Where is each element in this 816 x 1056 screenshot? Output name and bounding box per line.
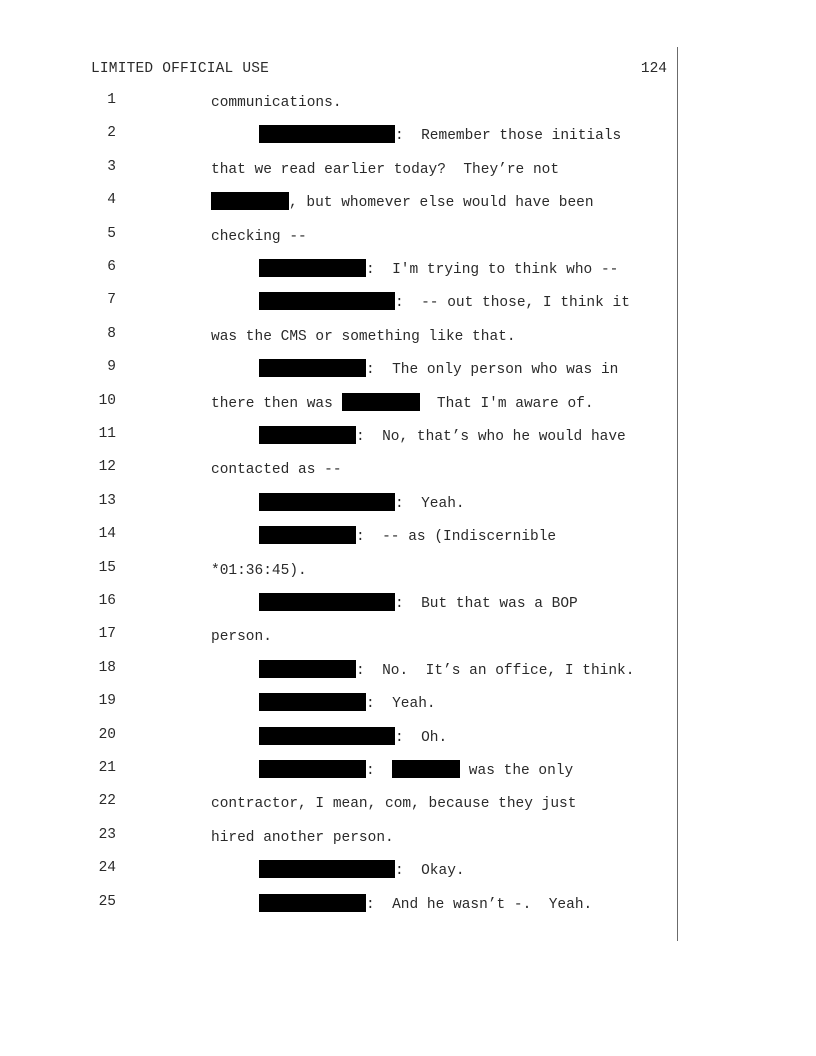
redaction-block (259, 693, 366, 711)
line-body: : Okay. (395, 863, 465, 879)
line-number: 18 (98, 660, 116, 676)
line-number: 8 (107, 326, 116, 342)
line-number: 20 (98, 727, 116, 743)
transcript-line (0, 593, 676, 615)
transcript-line (0, 860, 676, 882)
line-body: that we read earlier today? They’re not (211, 162, 560, 178)
redaction-block (259, 493, 395, 511)
redaction-block (259, 426, 356, 444)
transcript-line (0, 459, 676, 481)
line-body: checking -- (211, 229, 307, 245)
transcript-line (0, 192, 676, 214)
line-text (211, 560, 307, 582)
line-number: 6 (107, 259, 116, 275)
transcript-line (0, 226, 676, 248)
line-text (211, 159, 559, 181)
line-body: there then was (211, 396, 342, 412)
line-text (259, 493, 465, 515)
right-margin-rule (677, 47, 678, 941)
line-body: : The only person who was in (366, 362, 619, 378)
line-number: 24 (98, 860, 116, 876)
line-number: 17 (98, 626, 116, 642)
line-text (259, 593, 578, 615)
line-text (211, 827, 394, 849)
redaction-block (259, 660, 356, 678)
redaction-block (259, 593, 395, 611)
line-text (259, 693, 436, 715)
line-body: : And he wasn’t -. Yeah. (366, 897, 593, 913)
line-body: person. (211, 629, 272, 645)
redaction-block (259, 292, 395, 310)
redaction-block (392, 760, 460, 778)
line-number: 7 (107, 292, 116, 308)
redaction-block (342, 393, 420, 411)
line-text (259, 727, 447, 749)
line-body: : Yeah. (366, 696, 436, 712)
redaction-block (259, 526, 356, 544)
page-number: 124 (640, 61, 667, 77)
line-tail: That I'm aware of. (419, 396, 594, 412)
line-number: 25 (98, 894, 116, 910)
line-number: 3 (107, 159, 116, 175)
line-number: 16 (98, 593, 116, 609)
line-body: contractor, I mean, com, because they just (211, 796, 577, 812)
line-number: 11 (98, 426, 116, 442)
transcript-line (0, 894, 676, 916)
redaction-block (259, 359, 366, 377)
line-text (211, 793, 576, 815)
line-number: 15 (98, 560, 116, 576)
line-number: 4 (107, 192, 116, 208)
redaction-block (259, 125, 395, 143)
transcript-line (0, 760, 676, 782)
transcript-line (0, 159, 676, 181)
line-number: 1 (107, 92, 116, 108)
line-text (211, 626, 272, 648)
line-text (259, 125, 621, 147)
transcript-line (0, 92, 676, 114)
transcript-line (0, 259, 676, 281)
transcript-line (0, 827, 676, 849)
transcript-line (0, 426, 676, 448)
line-body: : Remember those initials (395, 128, 622, 144)
line-number: 23 (98, 827, 116, 843)
transcript-line (0, 292, 676, 314)
line-body: : But that was a BOP (395, 596, 578, 612)
line-text (211, 393, 594, 415)
line-body: : No, that’s who he would have (356, 429, 626, 445)
line-text (259, 292, 630, 314)
line-body: : No. It’s an office, I think. (356, 663, 635, 679)
redaction-block (259, 760, 366, 778)
line-text (211, 226, 307, 248)
line-text (259, 860, 465, 882)
line-text (259, 526, 556, 548)
line-body: : I'm trying to think who -- (366, 262, 619, 278)
line-tail: was the only (460, 763, 574, 779)
line-number: 14 (98, 526, 116, 542)
line-body: : Oh. (395, 730, 448, 746)
line-text (259, 259, 618, 281)
transcript-line (0, 560, 676, 582)
transcript-line (0, 793, 676, 815)
transcript-line (0, 493, 676, 515)
transcript-line (0, 359, 676, 381)
transcript-line (0, 125, 676, 147)
transcript-line (0, 626, 676, 648)
line-number: 12 (98, 459, 116, 475)
redaction-block (259, 860, 395, 878)
line-body: *01:36:45). (211, 563, 307, 579)
line-body: , but whomever else would have been (289, 195, 594, 211)
line-text (259, 660, 634, 682)
line-body: : -- out those, I think it (395, 295, 630, 311)
line-number: 9 (107, 359, 116, 375)
line-number: 5 (107, 226, 116, 242)
line-body: contacted as -- (211, 462, 342, 478)
line-text (259, 359, 618, 381)
redaction-block (259, 727, 395, 745)
line-text (259, 426, 626, 448)
line-body: communications. (211, 95, 342, 111)
line-body: hired another person. (211, 830, 394, 846)
transcript-line (0, 326, 676, 348)
line-body: was the CMS or something like that. (211, 329, 516, 345)
redaction-block (211, 192, 289, 210)
line-text (211, 92, 342, 114)
line-number: 10 (98, 393, 116, 409)
line-number: 2 (107, 125, 116, 141)
transcript-line (0, 693, 676, 715)
transcript-line (0, 526, 676, 548)
line-body: : -- as (Indiscernible (356, 529, 557, 545)
line-text (259, 894, 592, 916)
line-text (211, 459, 342, 481)
line-text (211, 192, 594, 214)
line-number: 13 (98, 493, 116, 509)
transcript-line (0, 727, 676, 749)
line-body: : (366, 763, 393, 779)
line-number: 19 (98, 693, 116, 709)
line-text (259, 760, 573, 782)
line-text (211, 326, 516, 348)
transcript-line (0, 660, 676, 682)
classification-header: LIMITED OFFICIAL USE (91, 61, 270, 77)
line-body: : Yeah. (395, 496, 465, 512)
line-number: 22 (98, 793, 116, 809)
redaction-block (259, 259, 366, 277)
redaction-block (259, 894, 366, 912)
transcript-line (0, 393, 676, 415)
line-number: 21 (98, 760, 116, 776)
